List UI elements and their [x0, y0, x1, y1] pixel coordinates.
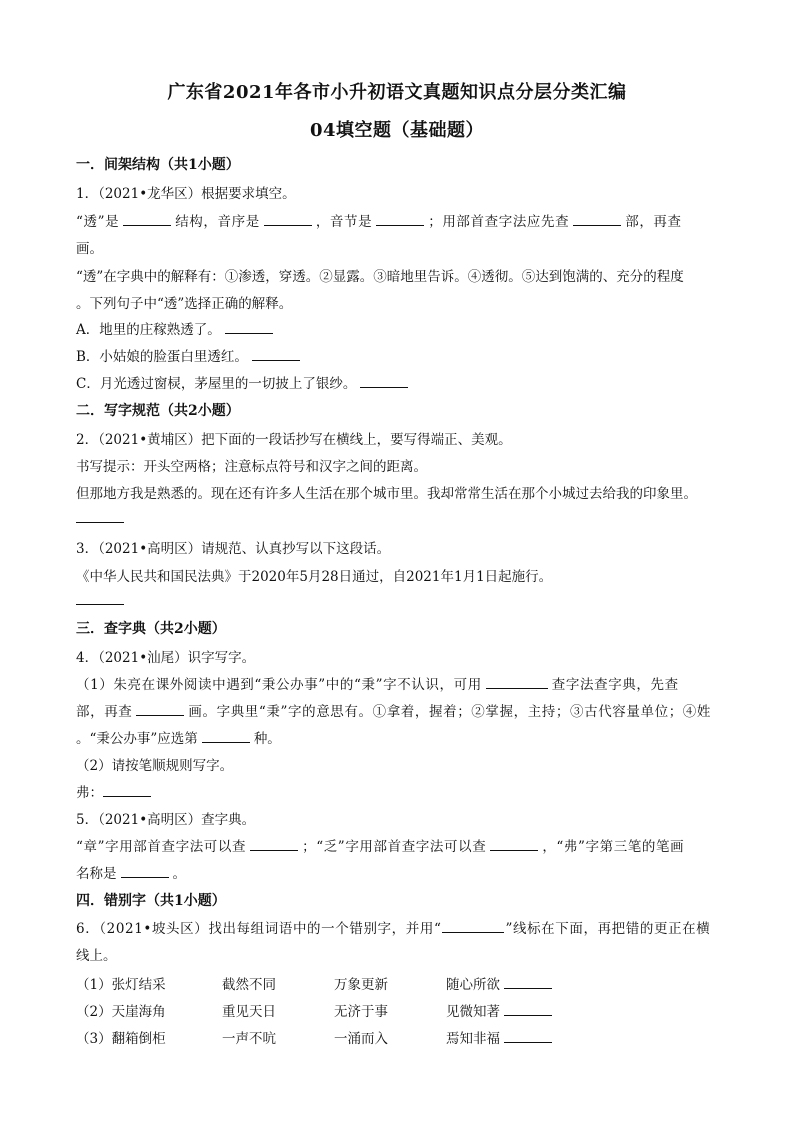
question-1-line-1: “透”是 结构，音序是 ，音节是 ；用部首查字法应先查 部，再查: [76, 214, 682, 230]
question-4-part-2: （2）请按笔顺规则写字。: [76, 758, 234, 774]
answer-blank[interactable]: [264, 213, 312, 226]
section-heading-4: 四．错别字（共1小题）: [76, 893, 226, 909]
answer-blank: [442, 920, 504, 933]
word-row-3-label: （3）翻箱倒柜: [76, 1031, 166, 1047]
answer-blank[interactable]: [490, 838, 538, 851]
document-subtitle: 04填空题（基础题）: [309, 120, 485, 141]
section-heading-3: 三．查字典（共2小题）: [76, 621, 226, 637]
answer-blank[interactable]: [202, 730, 250, 743]
answer-line[interactable]: [76, 604, 124, 605]
answer-blank[interactable]: [121, 865, 169, 878]
question-1-option-a: A．地里的庄稼熟透了。: [76, 318, 277, 338]
question-3-header: 3．（2021•高明区）请规范、认真抄写以下这段话。: [76, 541, 391, 557]
question-1-line-4: 。下列句子中“透”选择正确的解释。: [76, 296, 293, 312]
question-2-text: 但那地方我是熟悉的。现在还有许多人生活在那个城市里。我却常常生活在那个小城过去给我的印象里。: [76, 486, 697, 502]
answer-blank[interactable]: [376, 213, 424, 226]
word-row-2-word-4: 见微知著: [446, 1000, 556, 1020]
question-6-header-cont: 线上。: [76, 948, 117, 964]
answer-blank[interactable]: [486, 676, 548, 689]
answer-blank[interactable]: [252, 348, 300, 361]
word-row-3-word-2: 一声不吭: [222, 1031, 276, 1047]
question-1-option-b: B．小姑娘的脸蛋白里透红。: [76, 345, 304, 365]
answer-blank[interactable]: [573, 213, 621, 226]
question-5-header: 5．（2021•高明区）查字典。: [76, 812, 256, 828]
question-6-header: 6．（2021•坡头区）找出每组词语中的一个错别字，并用“ ”线标在下面，再把错的更正在横: [76, 921, 711, 937]
question-1-header: 1．（2021•龙华区）根据要求填空。: [76, 186, 296, 202]
question-5-line-2: 名称是 。: [76, 866, 186, 882]
section-heading-2: 二．写字规范（共2小题）: [76, 403, 240, 419]
word-row-1-label: （1）张灯结采: [76, 977, 166, 993]
question-1-option-c: C．月光透过窗棂，茅屋里的一切披上了银纱。: [76, 372, 412, 392]
question-4-part-1-end: 。“秉公办事”应选第 种。: [76, 731, 281, 747]
word-row-2-label: （2）天崖海角: [76, 1004, 166, 1020]
answer-blank[interactable]: [136, 703, 184, 716]
section-heading-1: 一．间架结构（共1小题）: [76, 157, 240, 173]
answer-blank[interactable]: [123, 213, 171, 226]
answer-blank[interactable]: [225, 321, 273, 334]
answer-blank[interactable]: [360, 375, 408, 388]
word-row-1-word-3: 万象更新: [334, 977, 388, 993]
answer-blank[interactable]: [504, 1003, 552, 1016]
question-4-part-1: （1）朱亮在课外阅读中遇到“秉公办事”中的“秉”字不认识，可用 查字法查字典，先查: [76, 677, 679, 693]
question-4-fu: 弗：: [76, 781, 155, 801]
answer-blank[interactable]: [504, 1030, 552, 1043]
word-row-2-word-3: 无济于事: [334, 1004, 388, 1020]
question-2-header: 2．（2021•黄埔区）把下面的一段话抄写在横线上，要写得端正、美观。: [76, 432, 512, 448]
word-row-2-word-2: 重见天日: [222, 1004, 276, 1020]
question-4-part-1-cont: 部，再查 画。字典里“秉”字的意思有。①拿着，握着；②掌握，主持；③古代容量单位；④姓: [76, 704, 712, 720]
word-row-1-word-2: 截然不同: [222, 977, 276, 993]
word-row-1-word-4: 随心所欲: [446, 973, 556, 993]
question-3-text: 《中华人民共和国民法典》于2020年5月28日通过，自2021年1月1日起施行。: [76, 569, 553, 585]
question-5-line-1: “章”字用部首查字法可以查 ；“乏”字用部首查字法可以查 ，“弗”字第三笔的笔画: [76, 839, 685, 855]
question-1-line-3: “透”在字典中的解释有：①渗透，穿透。②显露。③暗地里告诉。④透彻。⑤达到饱满的、充分的程度: [76, 269, 684, 285]
document-title: 广东省2021年各市小升初语文真题知识点分层分类汇编: [167, 82, 627, 103]
question-1-line-2: 画。: [76, 241, 103, 257]
word-row-3-word-4: 焉知非福: [446, 1027, 556, 1047]
word-row-3-word-3: 一涌而入: [334, 1031, 388, 1047]
question-2-tip: 书写提示：开头空两格；注意标点符号和汉字之间的距离。: [76, 459, 427, 475]
answer-blank[interactable]: [250, 838, 298, 851]
question-4-header: 4．（2021•汕尾）识字写字。: [76, 650, 256, 666]
answer-line[interactable]: [76, 522, 124, 523]
answer-blank[interactable]: [103, 784, 151, 797]
answer-blank[interactable]: [504, 976, 552, 989]
